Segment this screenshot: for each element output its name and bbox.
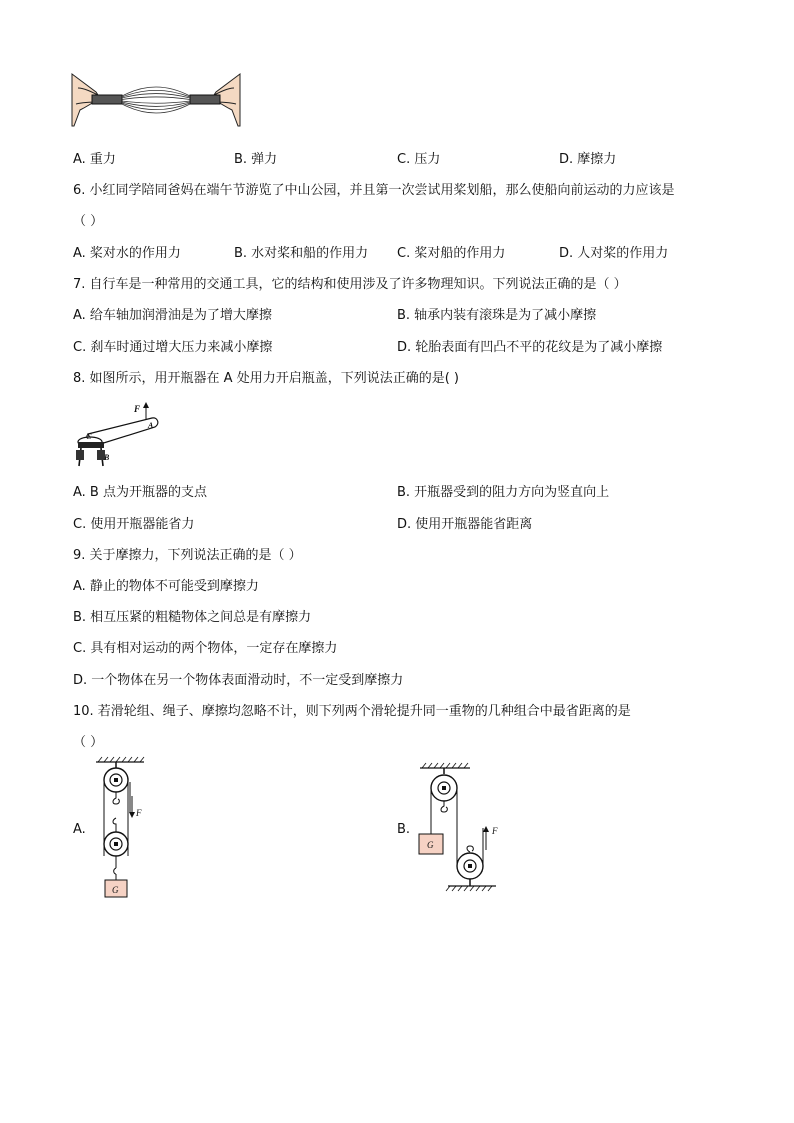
q7-option-d[interactable]: D. 轮胎表面有凹凸不平的花纹是为了减小摩擦 xyxy=(397,340,663,355)
q6-option-d[interactable]: D. 人对桨的作用力 xyxy=(559,246,669,261)
q9-option-b[interactable]: B. 相互压紧的粗糙物体之间总是有摩擦力 xyxy=(73,610,312,625)
q10b-label-g: G xyxy=(427,840,434,850)
q5-option-d[interactable]: D. 摩擦力 xyxy=(559,152,617,167)
q6-option-a[interactable]: A. 桨对水的作用力 xyxy=(73,246,181,261)
q10a-label-g: G xyxy=(112,885,119,895)
q10-option-a-label[interactable]: A. xyxy=(73,822,86,837)
q6-option-c[interactable]: C. 桨对船的作用力 xyxy=(397,246,506,261)
q9-option-d[interactable]: D. 一个物体在另一个物体表面滑动时，不一定受到摩擦力 xyxy=(73,673,404,688)
q8-stem: 8. 如图所示，用开瓶器在 A 处用力开启瓶盖，下列说法正确的是( ) xyxy=(73,371,459,386)
q5-option-b[interactable]: B. 弹力 xyxy=(234,152,278,167)
q7-option-b[interactable]: B. 轴承内装有滚珠是为了减小摩擦 xyxy=(397,308,597,323)
q10a-label-f: F xyxy=(136,808,142,818)
q9-option-a[interactable]: A. 静止的物体不可能受到摩擦力 xyxy=(73,579,259,594)
q9-option-c[interactable]: C. 具有相对运动的两个物体，一定存在摩擦力 xyxy=(73,641,338,656)
q10-option-b-label[interactable]: B. xyxy=(397,822,411,837)
q8-option-d[interactable]: D. 使用开瓶器能省距离 xyxy=(397,517,533,532)
q8-label-a: A xyxy=(148,421,154,430)
pulley-figure-b[interactable] xyxy=(414,762,506,896)
spring-hands-figure xyxy=(70,66,242,132)
q8-label-b: B xyxy=(104,453,110,462)
q7-option-a[interactable]: A. 给车轴加润滑油是为了增大摩擦 xyxy=(73,308,272,323)
q6-stem-line1: 6. 小红同学陪同爸妈在端午节游览了中山公园，并且第一次尝试用桨划船，那么使船向前运动的力应该是 xyxy=(73,183,675,198)
q5-option-a[interactable]: A. 重力 xyxy=(73,152,116,167)
q8-option-c[interactable]: C. 使用开瓶器能省力 xyxy=(73,517,195,532)
q10-stem-line1: 10. 若滑轮组、绳子、摩擦均忽略不计，则下列两个滑轮提升同一重物的几种组合中最省距离的是 xyxy=(73,704,631,719)
q10b-label-f: F xyxy=(492,826,498,836)
q10-stem-line2: （ ） xyxy=(73,735,104,750)
q8-label-c: C xyxy=(86,432,92,441)
q6-stem-line2: （ ） xyxy=(73,214,104,229)
q7-option-c[interactable]: C. 刹车时通过增大压力来减小摩擦 xyxy=(73,340,273,355)
pulley-figure-a[interactable] xyxy=(92,756,164,902)
q5-option-c[interactable]: C. 压力 xyxy=(397,152,441,167)
q8-label-f: F xyxy=(134,404,141,414)
q8-option-a[interactable]: A. B 点为开瓶器的支点 xyxy=(73,485,207,500)
q6-option-b[interactable]: B. 水对桨和船的作用力 xyxy=(234,246,369,261)
q7-stem: 7. 自行车是一种常用的交通工具，它的结构和使用涉及了许多物理知识。下列说法正确的是（ ） xyxy=(73,277,627,292)
q8-option-b[interactable]: B. 开瓶器受到的阻力方向为竖直向上 xyxy=(397,485,610,500)
q9-stem: 9. 关于摩擦力，下列说法正确的是（ ） xyxy=(73,548,302,563)
bottle-opener-figure xyxy=(72,400,168,472)
